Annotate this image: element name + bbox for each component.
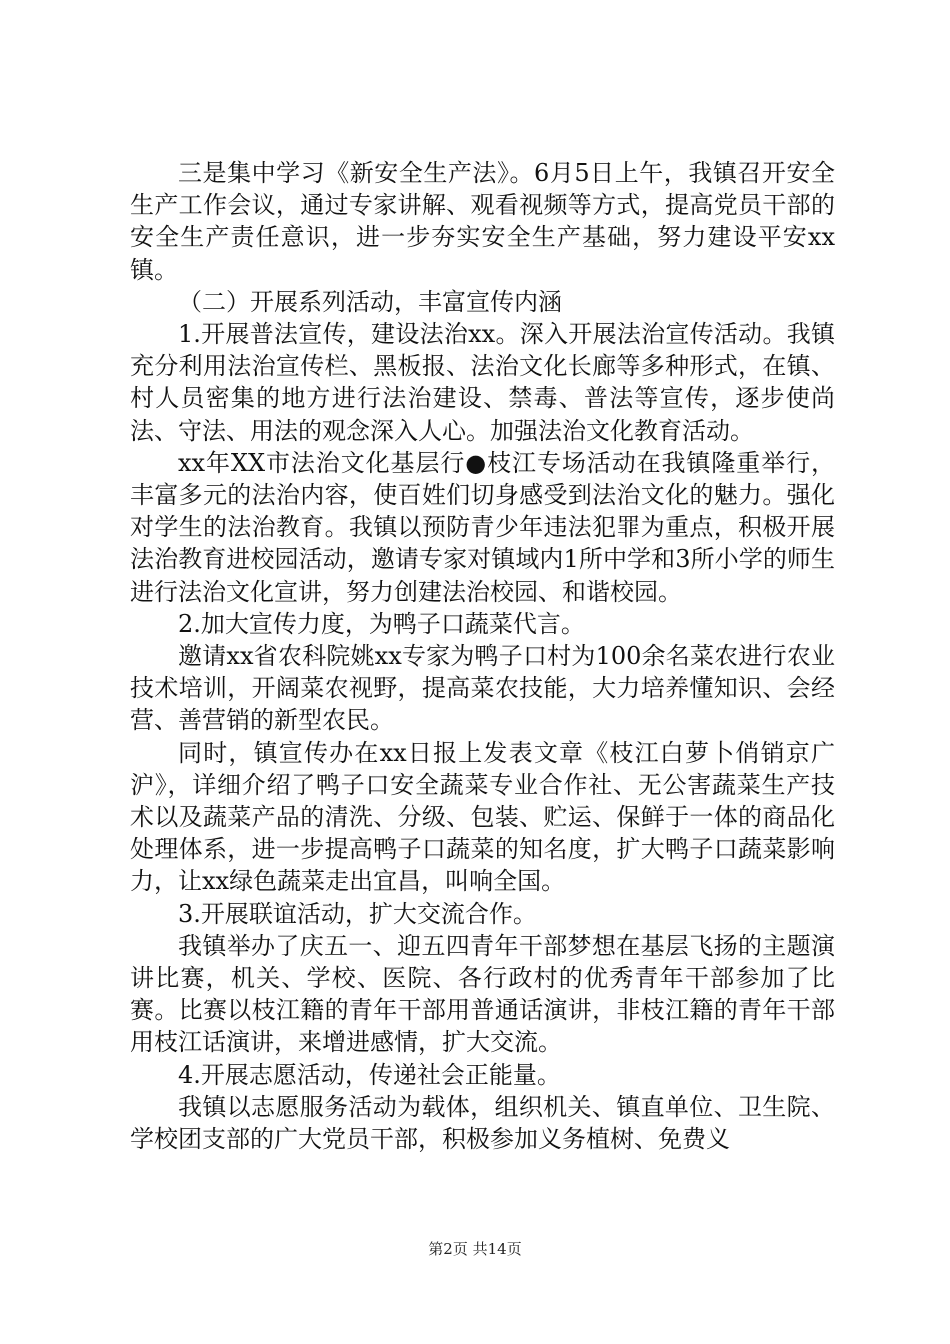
paragraph-legal-publicity: 1.开展普法宣传，建设法治xx。深入开展法治宣传活动。我镇充分利用法治宣传栏、黑板报、法治文化长廊等多种形式，在镇、村人员密集的地方进行法治建设、禁毒、普法等宣传，逐步使尚法、守法、用法的观念深入人心。加强法治文化教育活动。	[130, 320, 835, 445]
paragraph-speech-contest: 我镇举办了庆五一、迎五四青年干部梦想在基层飞扬的主题演讲比赛，机关、学校、医院、各行政村的优秀青年干部参加了比赛。比赛以枝江籍的青年干部用普通话演讲，非枝江籍的青年干部用枝江话演讲，来增进感情，扩大交流。	[130, 931, 835, 1057]
page-number-footer: 第2页 共14页	[428, 1240, 522, 1258]
paragraph-volunteer-service: 我镇以志愿服务活动为载体，组织机关、镇直单位、卫生院、学校团支部的广大党员干部，积极参加义务植树、免费义	[130, 1092, 835, 1154]
section-heading-activities: （二）开展系列活动，丰富宣传内涵	[178, 287, 562, 316]
paragraph-legal-culture-event: xx年XX市法治文化基层行●枝江专场活动在我镇隆重举行，丰富多元的法治内容，使百姓们切身感受到法治文化的魅力。强化对学生的法治教育。我镇以预防青少年违法犯罪为重点，积极开展法治教育进校园活动，邀请专家对镇域内1所中学和3所小学的师生进行法治文化宣讲，努力创建法治校园、和谐校园。	[130, 448, 835, 606]
paragraph-farmer-training: 邀请xx省农科院姚xx专家为鸭子口村为100余名菜农进行农业技术培训，开阔菜农视野，提高菜农技能，大力培养懂知识、会经营、善营销的新型农民。	[130, 642, 835, 735]
paragraph-study-safety-law: 三是集中学习《新安全生产法》。6月5日上午，我镇召开安全生产工作会议，通过专家讲解、观看视频等方式，提高党员干部的安全生产责任意识，进一步夯实安全生产基础，努力建设平安xx镇。	[130, 159, 835, 284]
document-body	[130, 157, 835, 1155]
item-heading-exchange: 3.开展联谊活动，扩大交流合作。	[178, 899, 537, 928]
item-heading-vegetable-promotion: 2.加大宣传力度，为鸭子口蔬菜代言。	[178, 609, 585, 638]
item-heading-volunteer: 4.开展志愿活动，传递社会正能量。	[178, 1060, 561, 1089]
paragraph-newspaper-article: 同时，镇宣传办在xx日报上发表文章《枝江白萝卜俏销京广沪》，详细介绍了鸭子口安全蔬菜专业合作社、无公害蔬菜生产技术以及蔬菜产品的清洗、分级、包装、贮运、保鲜于一体的商品化处理体系，进一步提高鸭子口蔬菜的知名度，扩大鸭子口蔬菜影响力，让xx绿色蔬菜走出宜昌，叫响全国。	[130, 738, 835, 896]
